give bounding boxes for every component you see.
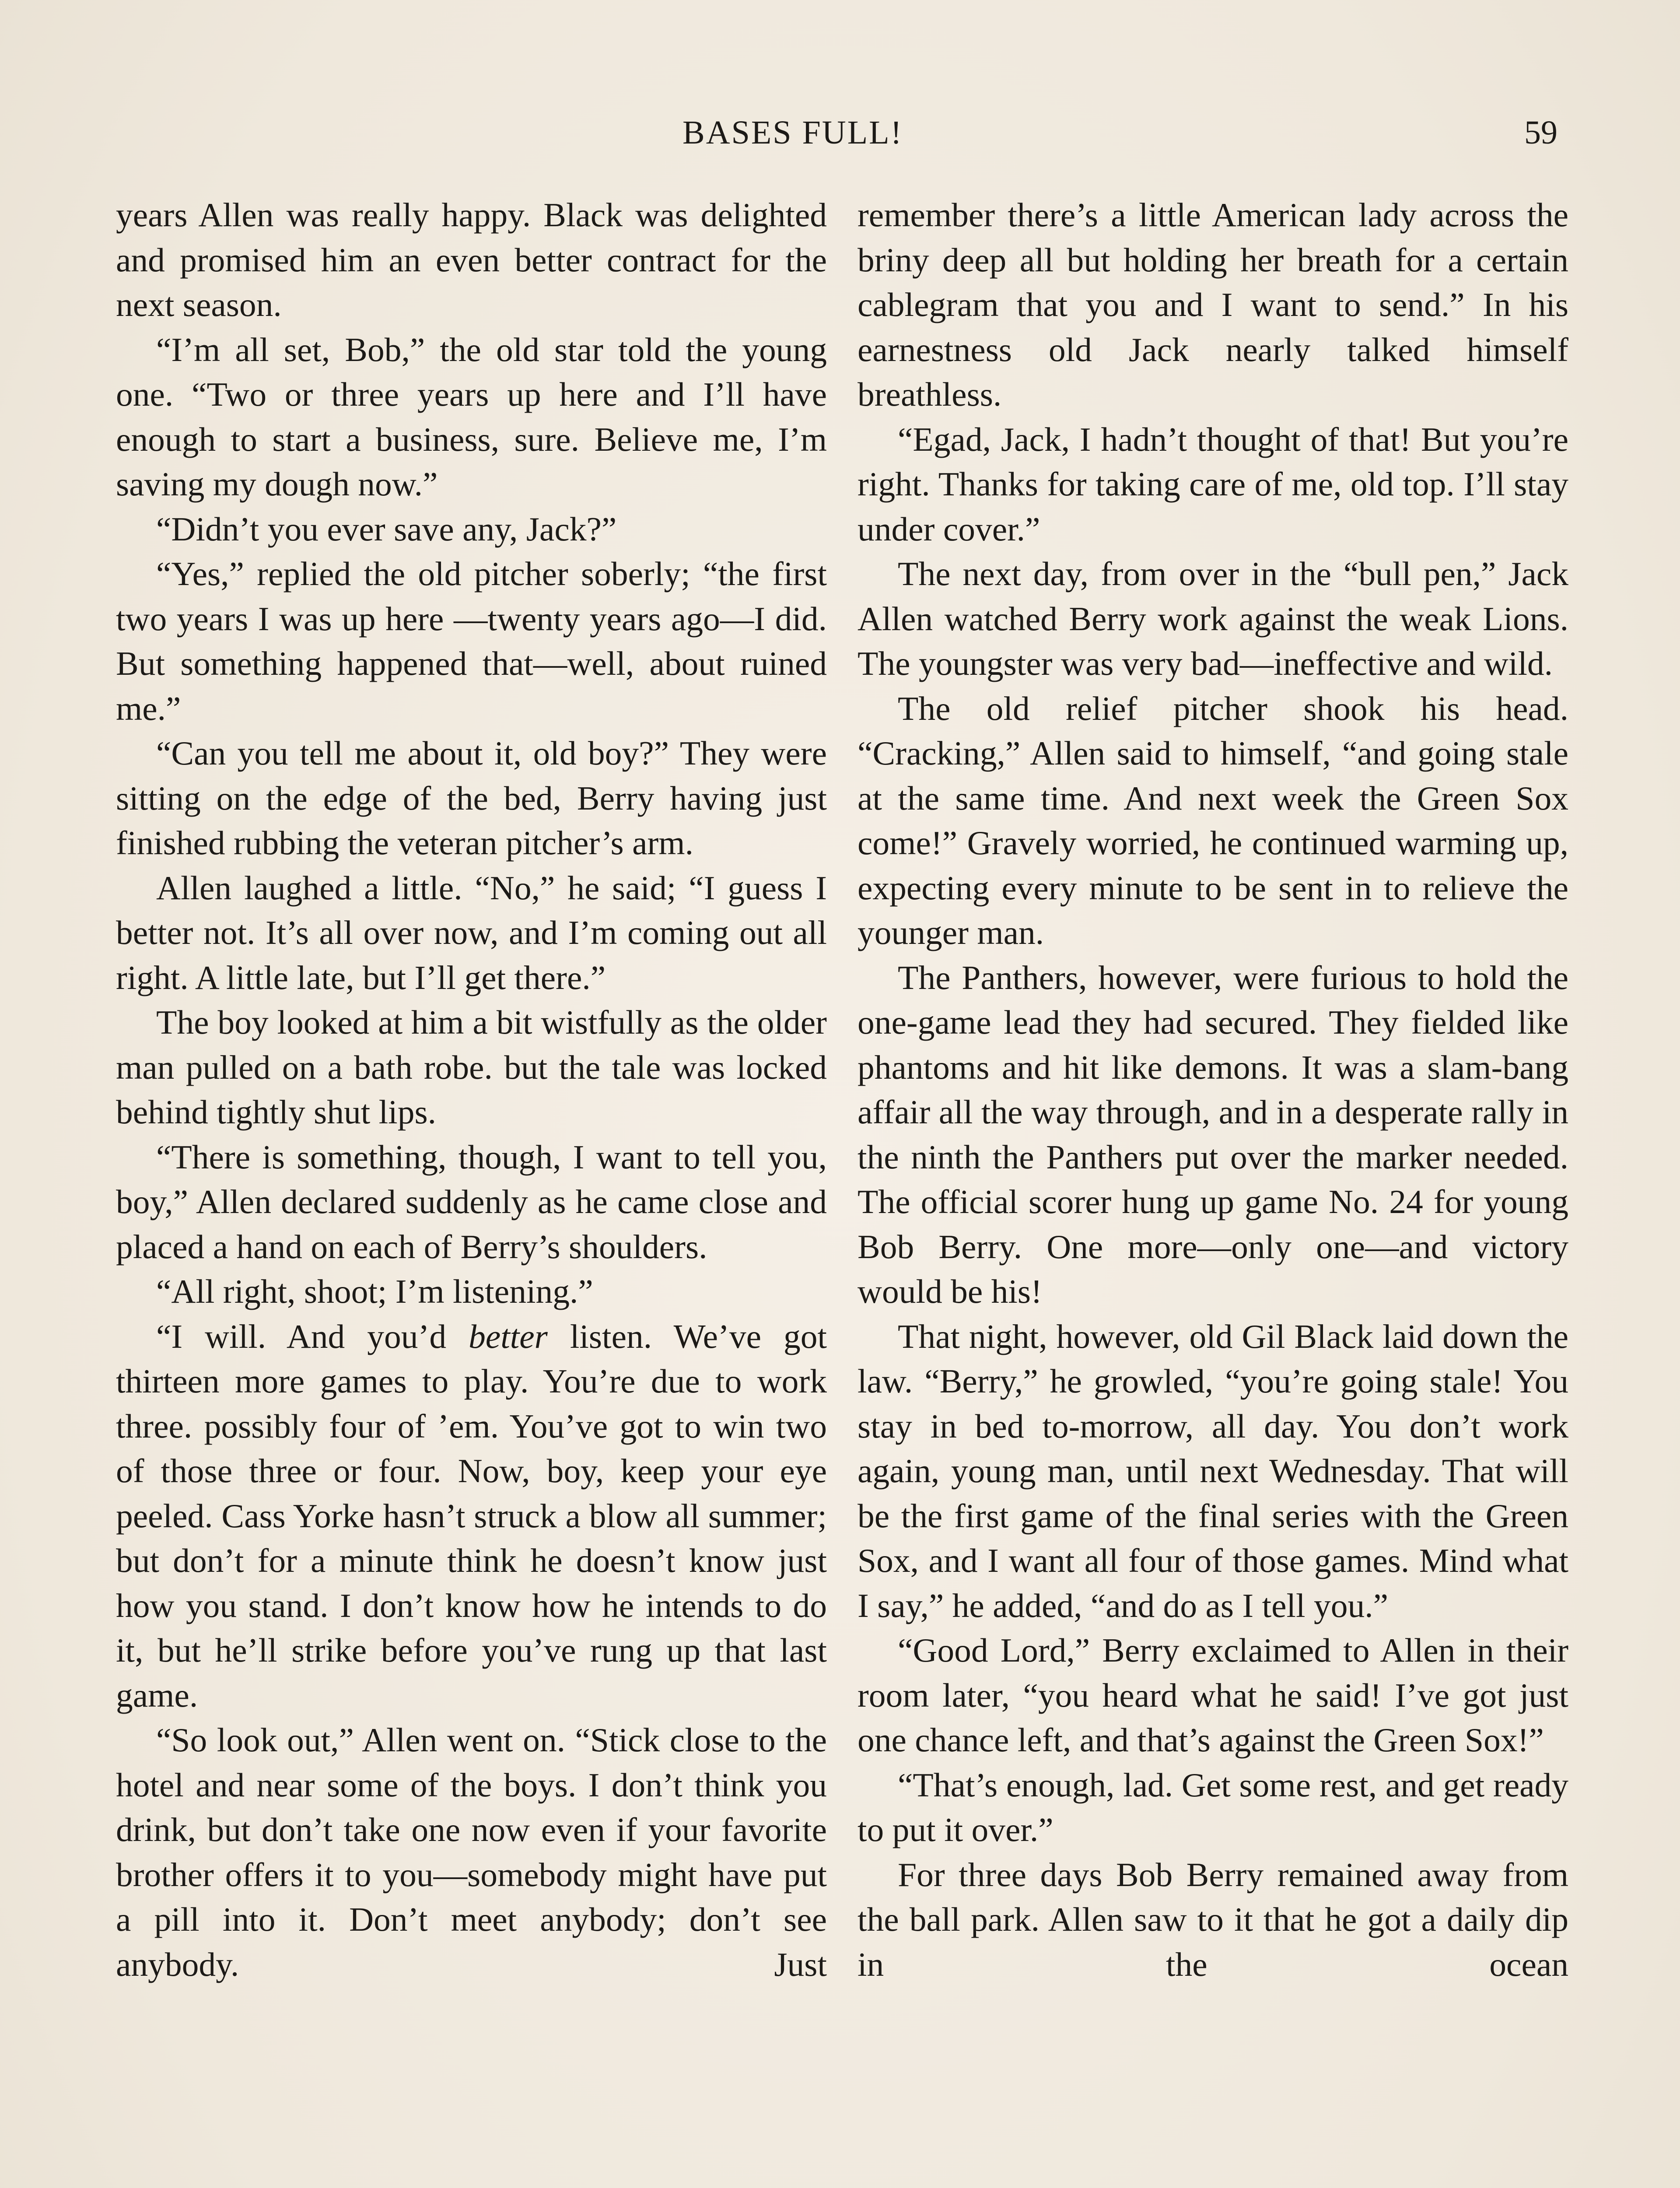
paragraph: “Egad, Jack, I hadn’t thought of that! But you’re right. Thanks for taking care of me, old top. I’ll stay under cover.” bbox=[858, 420, 1568, 548]
paragraph: The next day, from over in the “bull pen,” Jack Allen watched Berry work against the weak Lions. The youngster was very bad—ineffective and wild. bbox=[858, 555, 1568, 682]
paragraph: The old relief pitcher shook his head. “Cracking,” Allen said to himself, “and going stale at the same time. And next week the Green Sox come!” Gravely worried, he continued warming up, expecting every minute to be sent in to relieve the younger man. bbox=[858, 689, 1568, 951]
paragraph: “There is something, though, I want to tell you, boy,” Allen declared suddenly as he came close and placed a hand on each of Berry’s shoulders. bbox=[116, 1138, 827, 1266]
paragraph: The boy looked at him a bit wistfully as the older man pulled on a bath robe. but the tale was locked behind tightly shut lips. bbox=[116, 1003, 827, 1131]
right-text-column bbox=[858, 193, 1568, 1987]
emphasized-word: better bbox=[469, 1317, 548, 1355]
paragraph: remember there’s a little American lady across the briny deep all but holding her breath for a certain cablegram that you and I want to send.” In his earnestness old Jack nearly talked himself breathless. bbox=[858, 196, 1568, 413]
running-header bbox=[682, 109, 1558, 157]
paragraph: “Can you tell me about it, old boy?” They were sitting on the edge of the bed, Berry having just finished rubbing the veteran pitcher’s arm. bbox=[116, 734, 827, 862]
paragraph: “I’m all set, Bob,” the old star told the young one. “Two or three years up here and I’ll have enough to start a business, sure. Believe me, I’m saving my dough now.” bbox=[116, 330, 827, 503]
paragraph: “That’s enough, lad. Get some rest, and get ready to put it over.” bbox=[858, 1766, 1568, 1848]
paragraph: That night, however, old Gil Black laid down the law. “Berry,” he growled, “you’re going stale! You stay in bed to-morrow, all day. You don’t work again, young man, until next Wednesday. That will be the first game of the final series with the Green Sox, and I want all four of those games. Mind what I say,” he added, “and do as I tell you.” bbox=[858, 1317, 1568, 1624]
left-text-column bbox=[116, 193, 827, 1987]
paragraph: years Allen was really happy. Black was delighted and promised him an even better contract for the next season. bbox=[116, 196, 827, 323]
paragraph: The Panthers, however, were furious to hold the one-game lead they had secured. They fielded like phantoms and hit like demons. It was a slam-bang affair all the way through, and in a desperate rally in the ninth the Panthers put over the marker needed. The official scorer hung up game No. 24 for young Bob Berry. One more—only one—and victory would be his! bbox=[858, 958, 1568, 1310]
paragraph: “All right, shoot; I’m listening.” bbox=[156, 1273, 593, 1310]
page-number: 59 bbox=[1524, 114, 1558, 151]
paragraph: “Good Lord,” Berry exclaimed to Allen in their room later, “you heard what he said! I’ve got just one chance left, and that’s against the Green Sox!” bbox=[858, 1631, 1568, 1759]
paragraph-text: listen. We’ve got thirteen more games to play. You’re due to work three. possibly four of ’em. You’ve got to win two of those three or four. Now, boy, keep your eye peeled. Cass Yorke hasn’t struck a blow all summer; but don’t for a minute think he doesn’t know just how you stand. I don’t know how he intends to do it, but he’ll strike before you’ve rung up that last game. bbox=[116, 1317, 827, 1714]
paragraph bbox=[116, 1314, 827, 1718]
paragraph: “Didn’t you ever save any, Jack?” bbox=[156, 510, 617, 548]
paragraph: “Yes,” replied the old pitcher soberly; “the first two years I was up here —twenty years ago—I did. But something happened that—well, about ruined me.” bbox=[116, 555, 827, 727]
running-title: BASES FULL! bbox=[682, 114, 903, 151]
paragraph-text: “I will. And you’d bbox=[156, 1317, 469, 1355]
paragraph: For three days Bob Berry remained away from the ball park. Allen saw to it that he got a daily dip in the ocean bbox=[858, 1855, 1568, 1983]
paragraph: “So look out,” Allen went on. “Stick close to the hotel and near some of the boys. I don’t think you drink, but don’t take one now even if your favorite brother offers it to you—somebody might have put a pill into it. Don’t meet anybody; don’t see anybody. Just bbox=[116, 1721, 827, 1983]
paragraph: Allen laughed a little. “No,” he said; “I guess I better not. It’s all over now, and I’m coming out all right. A little late, but I’ll get there.” bbox=[116, 869, 827, 996]
